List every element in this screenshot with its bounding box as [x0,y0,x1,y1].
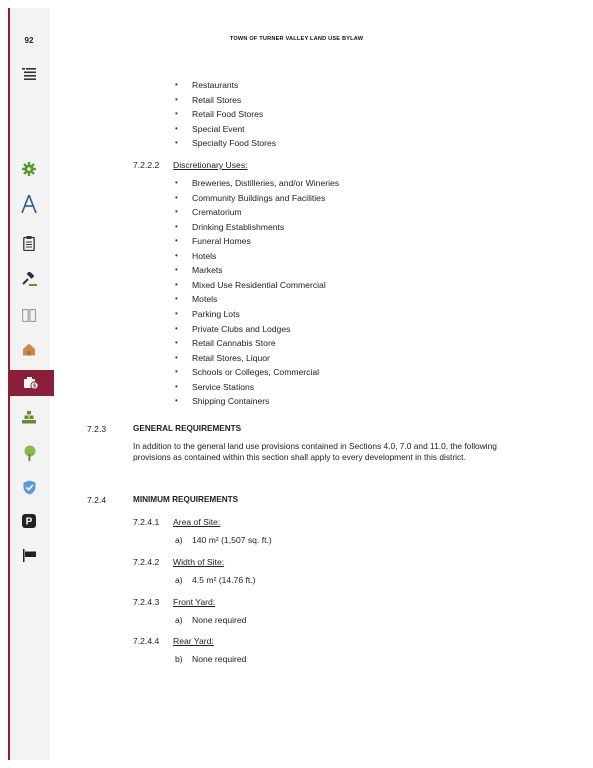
list-item: Crematorium [192,207,242,218]
svg-text:$: $ [32,383,37,390]
toc-icon[interactable] [8,61,50,87]
list-item: Retail Stores, Liquor [192,352,270,363]
subsection-item-marker: a) [175,535,183,545]
list-item: Hotels [192,250,217,261]
list-bullet: • [175,236,178,246]
list-item: Markets [192,265,223,276]
list-bullet: • [175,294,178,304]
list-bullet: • [175,192,178,202]
subsection-item-value: None required [192,654,247,664]
list-bullet: • [175,80,178,89]
subsection-heading: Front Yard: [173,597,216,607]
list-item: Special Event [192,123,245,134]
list-item: Motels [192,294,218,305]
book-icon[interactable] [8,302,50,328]
parking-icon[interactable] [8,508,50,534]
subsection-item-value: None required [192,615,247,625]
industrial-icon[interactable] [8,404,50,430]
list-bullet: • [175,308,178,318]
clipboard-icon[interactable] [8,230,50,256]
subsection-number: 7.2.4.3 [133,597,160,607]
list-item: Specialty Food Stores [192,138,277,149]
list-bullet: • [175,138,178,148]
tree-icon[interactable] [8,440,50,466]
list-bullet: • [175,207,178,217]
list-item: Retail Cannabis Store [192,338,276,349]
list-bullet: • [175,178,178,187]
subsection-number: 7.2.4.1 [133,517,160,527]
list-item: Service Stations [192,381,255,392]
svg-text:P: P [25,516,33,528]
commercial-zone-icon[interactable] [8,370,54,396]
list-bullet: • [175,279,178,289]
subsection-item-value: 140 m² (1,507 sq. ft.) [192,535,272,545]
minimum-section-number: 7.2.4 [87,495,107,505]
page-number: 92 [24,36,34,45]
list-bullet: • [175,396,178,406]
subsection-number: 7.2.4.4 [133,636,160,646]
subsection-heading: Rear Yard: [173,636,214,646]
list-bullet: • [175,109,178,119]
general-section-text: In addition to the general land use provisions contained in Sections 4.0, 7.0 and 11.0, the following provisions as contained within this section shall apply to every development in this district. [133,441,497,462]
list-item: Parking Lots [192,308,240,319]
house-icon[interactable] [8,336,50,362]
list-bullet: • [175,94,178,104]
letter-a-icon[interactable] [8,191,50,217]
shield-icon[interactable] [8,474,50,500]
subsection-number: 7.2.4.2 [133,557,160,567]
document-header-title: TOWN OF TURNER VALLEY LAND USE BYLAW [229,36,364,42]
general-section-number: 7.2.3 [87,424,107,434]
discretionary-section-heading: Discretionary Uses: [173,160,248,170]
subsection-heading: Width of Site: [173,557,225,567]
list-bullet: • [175,381,178,391]
list-item: Breweries, Distilleries, and/or Wineries [192,178,340,188]
gear-icon[interactable] [8,156,50,182]
minimum-section-heading: MINIMUM REQUIREMENTS [133,495,239,504]
discretionary-section-number: 7.2.2.2 [133,160,160,170]
list-item: Retail Stores [192,94,242,105]
list-item: Drinking Establishments [192,221,285,232]
list-item: Community Buildings and Facilities [192,192,326,203]
list-item: Mixed Use Residential Commercial [192,279,326,290]
list-bullet: • [175,323,178,333]
sign-icon[interactable] [8,542,50,568]
list-bullet: • [175,338,178,348]
list-item: Restaurants [192,80,239,90]
general-section-heading: GENERAL REQUIREMENTS [133,424,242,433]
subsection-item-marker: b) [175,654,183,664]
list-bullet: • [175,123,178,133]
list-item: Retail Food Stores [192,109,264,120]
list-item: Shipping Containers [192,396,270,407]
list-bullet: • [175,221,178,231]
list-bullet: • [175,352,178,362]
list-item: Funeral Homes [192,236,251,247]
list-bullet: • [175,250,178,260]
gavel-icon[interactable] [8,266,50,292]
list-bullet: • [175,265,178,275]
subsection-heading: Area of Site: [173,517,221,527]
subsection-item-marker: a) [175,575,183,585]
list-bullet: • [175,367,178,377]
list-item: Private Clubs and Lodges [192,323,291,334]
sidebar [8,8,50,760]
subsection-item-value: 4.5 m² (14.76 ft.) [192,575,256,585]
subsection-item-marker: a) [175,615,183,625]
list-item: Schools or Colleges, Commercial [192,367,320,378]
